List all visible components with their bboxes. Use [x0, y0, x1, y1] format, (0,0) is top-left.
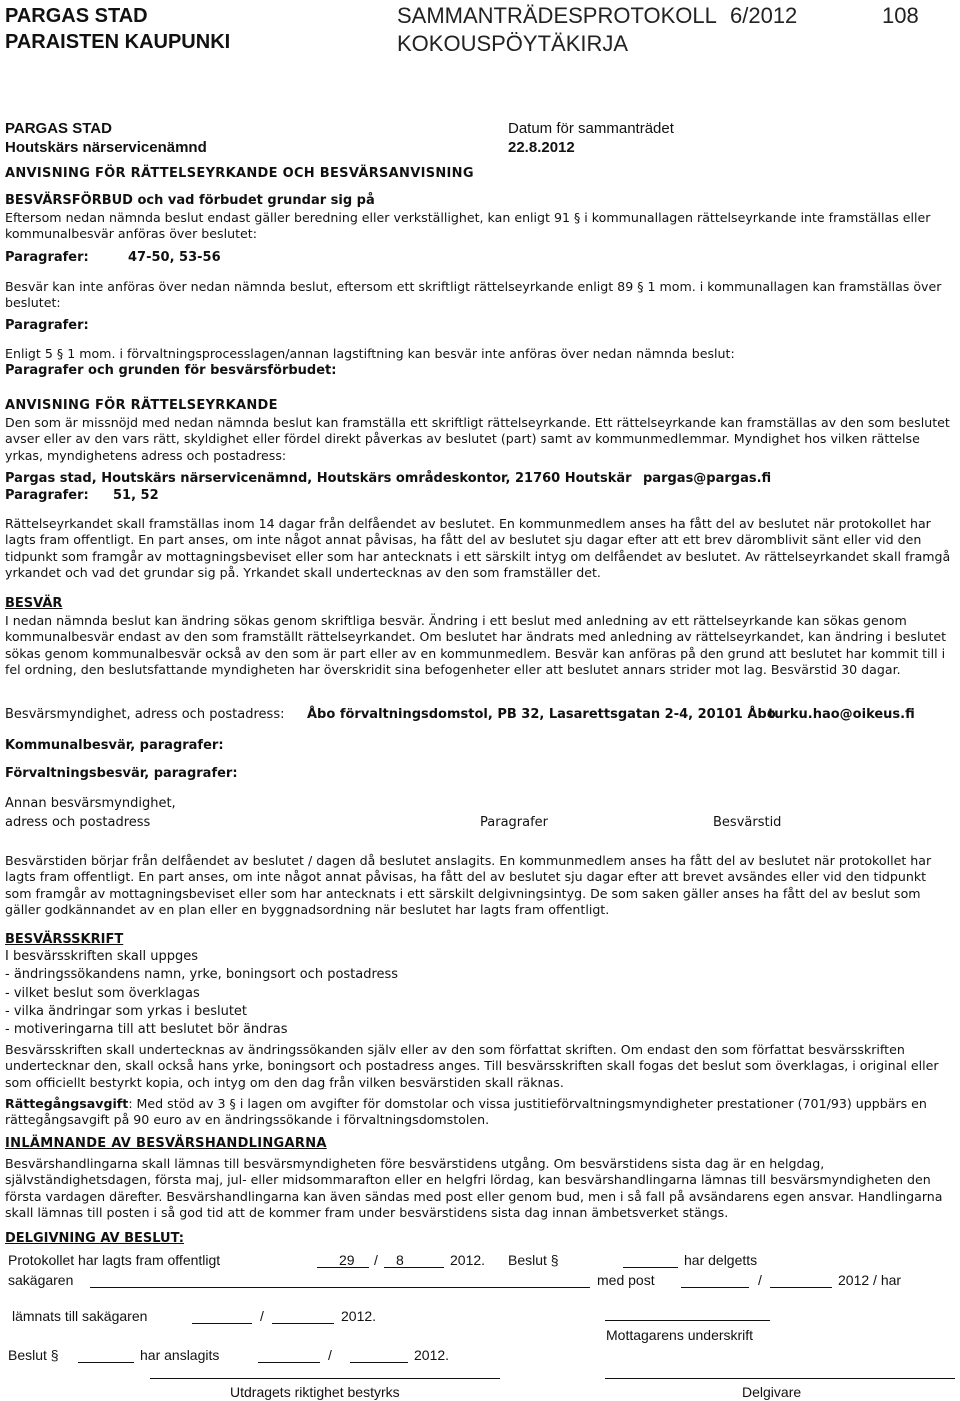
doc-title-finnish: KOKOUSPÖYTÄKIRJA [397, 31, 629, 56]
rectification-paragraph-2: Rättelseyrkandet skall framställas inom 14 dagar från delfåendet av beslutet. En kommunmedlem anses ha fått del av beslutet när protokollet har lagts fram offentligt. En part anses, om inte något annat påvisas, ha fått del av beslutet sju dagar efter att ett brev däromblivit sänt eller vid den tidpunkt som framgår av mottagningsbeviset eller som har antecknats i ett särskilt intyg om delfåendet av beslutet. Av rättelseyrkandet skall framgå yrkandet och vad det grundar sig på. Yrkandet skall undertecknas av den som framställer det. [5, 516, 951, 580]
month-blank[interactable] [384, 1267, 444, 1268]
recipient-signature-line[interactable] [605, 1320, 770, 1321]
appeal-document-line: - vilka ändringar som yrkas i beslutet [5, 1004, 248, 1019]
rectification-paragraphs-value: 51, 52 [113, 488, 159, 503]
date-separator: / [374, 1252, 378, 1268]
rectification-paragraph-1: Den som är missnöjd med nedan nämnda beslut kan framställa ett skriftligt rättelseyrkande. Ett rättelseyrkande kan framställas av den som beslutet avser eller av den vars rätt, skyldighet eller fördel direkt påverkas av beslutet (part) samt av kommunmedlemmar. Myndighet hos vilken rättelse yrkas, myndighetens adress och postadress: [5, 415, 950, 463]
meta-org: PARGAS STAD [5, 120, 112, 137]
delivered-day-blank[interactable] [192, 1323, 252, 1324]
ban-paragraphs-label: Paragrafer: [5, 250, 89, 265]
date-separator: / [758, 1272, 762, 1288]
other-authority-line-1: Annan besvärsmyndighet, [5, 796, 176, 811]
decision-section-label-2: Beslut § [8, 1347, 59, 1363]
delivered-to-party-label: lämnats till sakägaren [12, 1308, 148, 1324]
party-label: sakägaren [8, 1272, 74, 1288]
notifier-signature-line[interactable] [605, 1378, 955, 1379]
party-blank[interactable] [90, 1287, 590, 1288]
decision-section-blank-2[interactable] [78, 1362, 134, 1363]
main-heading: ANVISNING FÖR RÄTTELSEYRKANDE OCH BESVÄRSANVISNING [5, 166, 474, 181]
delivered-month-blank[interactable] [272, 1323, 334, 1324]
ban-paragraph-3: Enligt 5 § 1 mom. i förvaltningsprocesslagen/annan lagstiftning kan besvär inte anföras över nedan nämnda beslut: [5, 346, 735, 361]
post-month-blank[interactable] [770, 1287, 832, 1288]
meta-date: 22.8.2012 [508, 139, 575, 156]
administrative-appeal-label: Förvaltningsbesvär, paragrafer: [5, 766, 238, 781]
rectification-address: Pargas stad, Houtskärs närservicenämnd, Houtskärs områdeskontor, 21760 Houtskär [5, 471, 632, 486]
page-number: 108 [882, 3, 919, 28]
submission-heading: INLÄMNANDE AV BESVÄRSHANDLINGARNA [5, 1136, 327, 1151]
submission-paragraph: Besvärshandlingarna skall lämnas till besvärsmyndigheten före besvärstidens utgång. Om besvärstidens sista dag är en helgdag, självständighetsdagen, första maj, jul- eller midsommarafton eller en helgfri lördag, kan besvärshandlingarna lämnas till besvärsmyndigheten den första vardagen därefter. Besvärshandlingarna kan även sändas med post eller genom bud, men i så fall på avsändarens egen ansvar. Handlingarna skall lämnas till posten i så god tid att de kommer fram under besvärstidens sista dag innan ämbetsverket stängs. [5, 1156, 943, 1220]
ban-reason-label: Paragrafer och grunden för besvärsförbudet: [5, 363, 337, 378]
appeal-document-line: - ändringssökandens namn, yrke, boningsort och postadress [5, 967, 399, 982]
other-authority-paragraphs: Paragrafer [480, 815, 549, 830]
decision-section-label: Beslut § [508, 1252, 559, 1268]
post-year-label: 2012 / har [838, 1272, 902, 1288]
protocol-number: 6/2012 [730, 3, 798, 28]
notification-day: 29 [339, 1252, 355, 1268]
posted-notice-label: har anslagits [140, 1347, 220, 1363]
rectification-email: pargas@pargas.fi [643, 471, 772, 486]
court-fee-label: Rättegångsavgift [5, 1096, 129, 1111]
certification-signature-line[interactable] [150, 1378, 500, 1379]
appeal-document-line: I besvärsskriften skall uppges [5, 949, 199, 964]
doc-title-swedish: SAMMANTRÄDESPROTOKOLL [397, 3, 717, 28]
date-separator: / [260, 1308, 264, 1324]
delivered-year-label: 2012. [341, 1308, 377, 1324]
date-separator: / [328, 1347, 332, 1363]
other-authority-appeal-time: Besvärstid [713, 815, 782, 830]
posted-year-label: 2012. [414, 1347, 450, 1363]
decision-section-blank[interactable] [623, 1267, 678, 1268]
meta-board: Houtskärs närservicenämnd [5, 139, 207, 156]
org-name-finnish: PARAISTEN KAUPUNKI [5, 31, 231, 53]
appeal-document-line: - vilket beslut som överklagas [5, 986, 200, 1001]
ban-paragraph-2: Besvär kan inte anföras över nedan nämnda beslut, eftersom ett skriftligt rättelseyrkande enligt 89 § 1 mom. i kommunallagen kan framställas över beslutet: [5, 279, 942, 311]
ban-paragraphs-value: 47-50, 53-56 [128, 250, 221, 265]
other-authority-line-2: adress och postadress [5, 815, 151, 830]
rectification-paragraphs-label: Paragrafer: [5, 488, 89, 503]
posted-day-blank[interactable] [258, 1362, 320, 1363]
ban-paragraph-1: Eftersom nedan nämnda beslut endast gäller beredning eller verkställighet, kan enligt 91 § i kommunallagen rättelseyrkande inte framställas eller kommunalbesvär anföras över beslutet: [5, 210, 931, 242]
notification-month: 8 [396, 1252, 404, 1268]
appeal-paragraph-2: Besvärstiden börjar från delfåendet av beslutet / dagen då beslutet anslagits. En kommunmedlem anses ha fått del av beslutet när protokollet har lagts fram offentligt. En part anses, om inte något annat påvisas, ha fått del av beslutet sju dagar efter att brevet avsändes eller vid den tidpunkt som framgår av mottagningsbeviset eller som har antecknats i ett särskilt delgivningsintyg. De som saken gäller anses ha fått del av beslut som gäller godkännandet av en plan eller en byggnadsordning när beslutet har lagts fram offentligt. [5, 853, 932, 917]
notification-year: 2012. [450, 1252, 486, 1268]
meta-date-label: Datum för sammanträdet [508, 120, 674, 137]
appeal-paragraph-1: I nedan nämnda beslut kan ändring sökas genom skriftliga besvär. Ändring i ett beslut med anledning av ett rättelseyrkande kan sökas genom kommunalbesvär endast av den som framställt rättelseyrkandet. Om beslutet har ändrats med anledning av rättelseyrkandet, kan ändring i beslutet sökas genom kommunalbesvär också av den som är part eller av en kommunmedlem. Besvär kan anföras på den grund att beslutet har kommit till i fel ordning, den beslutsfattande myndigheten har överskridit sina befogenheter eller att beslutet annars strider mot lag. Besvärstid 30 dagar. [5, 613, 947, 677]
notification-posted-label: Protokollet har lagts fram offentligt [8, 1252, 221, 1268]
notifier-label: Delgivare [742, 1384, 802, 1400]
post-day-blank[interactable] [681, 1287, 749, 1288]
municipal-appeal-label: Kommunalbesvär, paragrafer: [5, 738, 224, 753]
court-fee-paragraph [5, 1096, 952, 1129]
notified-label: har delgetts [684, 1252, 758, 1268]
appeal-document-paragraph: Besvärsskriften skall undertecknas av ändringssökanden själv eller av den som författat skriften. Om endast den som författat besvärsskriften undertecknar den, skall också hans yrke, boningsort och postadress anges. Till besvärsskriften skall fogas det beslut som överklagas, i original eller som officiellt bestyrkt kopia, och intyg om den dag från vilken besvärstiden skall räknas. [5, 1042, 939, 1090]
notification-heading: DELGIVNING AV BESLUT: [5, 1231, 184, 1246]
rectification-heading: ANVISNING FÖR RÄTTELSEYRKANDE [5, 398, 278, 413]
appeal-document-line: - motiveringarna till att beslutet bör ändras [5, 1022, 288, 1037]
certification-label: Utdragets riktighet bestyrks [230, 1384, 400, 1400]
appeal-authority-label: Besvärsmyndighet, adress och postadress: [5, 707, 285, 722]
ban-paragraphs-label-2: Paragrafer: [5, 318, 89, 333]
appeal-heading: BESVÄR [5, 596, 63, 611]
court-fee-text: : Med stöd av 3 § i lagen om avgifter för domstolar och vissa justitieförvaltningsmyndigheter prestationer (701/93) uppbärs en rättegångsavgift på 90 euro av en ändringssökande i förvaltningsdomstolen. [5, 1096, 927, 1128]
appeal-authority: Åbo förvaltningsdomstol, PB 32, Lasarettsgatan 2-4, 20101 Åbo [307, 707, 776, 722]
ban-heading: BESVÄRSFÖRBUD och vad förbudet grundar sig på [5, 193, 375, 208]
recipient-signature-label: Mottagarens underskrift [606, 1327, 754, 1343]
by-post-label: med post [597, 1272, 655, 1288]
posted-month-blank[interactable] [350, 1362, 408, 1363]
appeal-authority-email: turku.hao@oikeus.fi [768, 707, 915, 722]
appeal-document-heading: BESVÄRSSKRIFT [5, 932, 124, 947]
org-name-swedish: PARGAS STAD [5, 5, 148, 27]
